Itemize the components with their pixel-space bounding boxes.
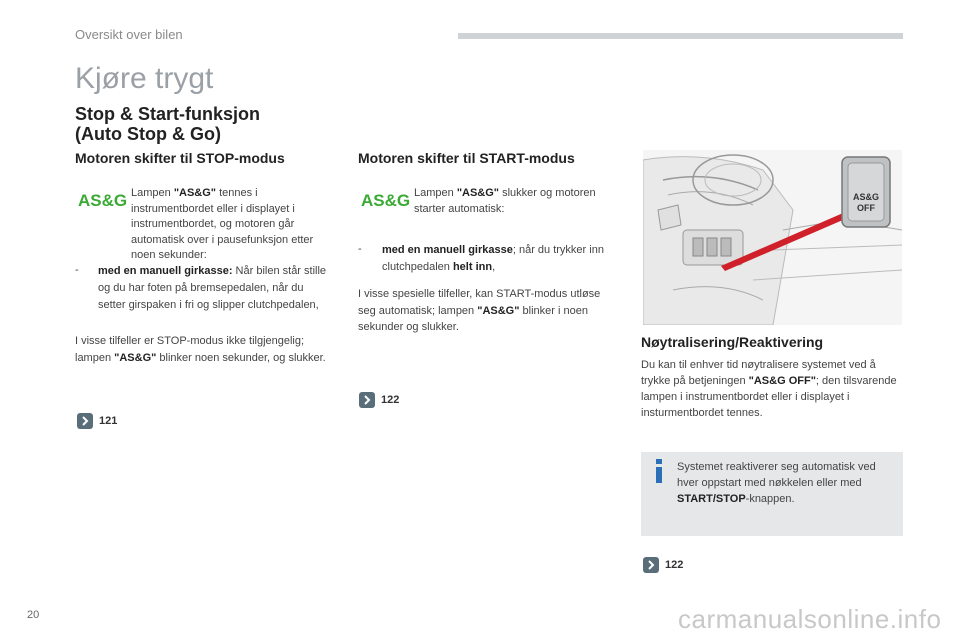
stop-mode-heading: Motoren skifter til STOP-modus (75, 150, 285, 166)
start-bullet-dash: - (358, 243, 362, 255)
page-reference-122-b[interactable] (643, 557, 683, 573)
chevron-right-icon (77, 413, 93, 429)
start-lamp-text: Lampen "AS&G" slukker og motoren starter automatisk: (414, 187, 596, 215)
start-bullet: med en manuell girkasse; når du trykker inn clutchpedalen helt inn, (382, 244, 604, 273)
subtitle-line-2: (Auto Stop & Go) (75, 124, 221, 144)
page-subtitle (75, 104, 335, 144)
neutralization-heading: Nøytralisering/Reaktivering (641, 334, 824, 350)
watermark: carmanualsonline.info (678, 604, 942, 634)
info-text: Systemet reaktiverer seg automatisk ved hver oppstart med nøkkelen eller med START/STOP-knappen. (677, 461, 876, 505)
page-number: 20 (27, 609, 40, 621)
asg-badge-stop: AS&G (78, 191, 128, 210)
section-header: Oversikt over bilen (75, 27, 183, 42)
chevron-right-icon (359, 392, 375, 408)
info-icon (653, 459, 665, 488)
header-bar (458, 33, 903, 39)
page-title: Kjøre trygt (75, 62, 214, 95)
chevron-right-icon (643, 557, 659, 573)
asg-off-button-label: AS&G OFF (852, 192, 879, 213)
stop-note: I visse tilfeller er STOP-modus ikke tilgjengelig; lampen "AS&G" blinker noen sekunder, og slukker. (75, 335, 326, 364)
reference-number: 121 (99, 415, 118, 427)
page-reference-122[interactable] (359, 392, 399, 408)
dashboard-illustration (643, 150, 902, 325)
stop-bullet-dash: - (75, 264, 79, 276)
page-reference-121[interactable] (77, 413, 117, 429)
reference-number: 122 (381, 394, 400, 406)
start-mode-heading: Motoren skifter til START-modus (358, 150, 575, 166)
start-note: I visse spesielle tilfeller, kan START-modus utløse seg automatisk; lampen "AS&G" blinker i noen sekunder og slukker. (358, 288, 601, 333)
asg-badge-start: AS&G (361, 191, 411, 210)
neutralization-text: Du kan til enhver tid nøytralisere systemet ved å trykke på betjeningen "AS&G OFF"; den tilsvarende lampen i instrumentbordet eller i displayet i insturmentbordet tennes. (641, 359, 897, 419)
subtitle-line-1: Stop & Start-funksjon (75, 104, 260, 124)
stop-bullet: med en manuell girkasse: Når bilen står stille og du har foten på bremsepedalen, når du setter girspaken i fri og slipper clutchpedalen, (98, 265, 327, 311)
reference-number: 122 (665, 559, 684, 571)
stop-lamp-text: Lampen "AS&G" tennes i instrumentbordet eller i displayet i instrumentbordet, og motoren går automatisk over i pausefunksjon etter noen sekunder: (131, 187, 314, 261)
